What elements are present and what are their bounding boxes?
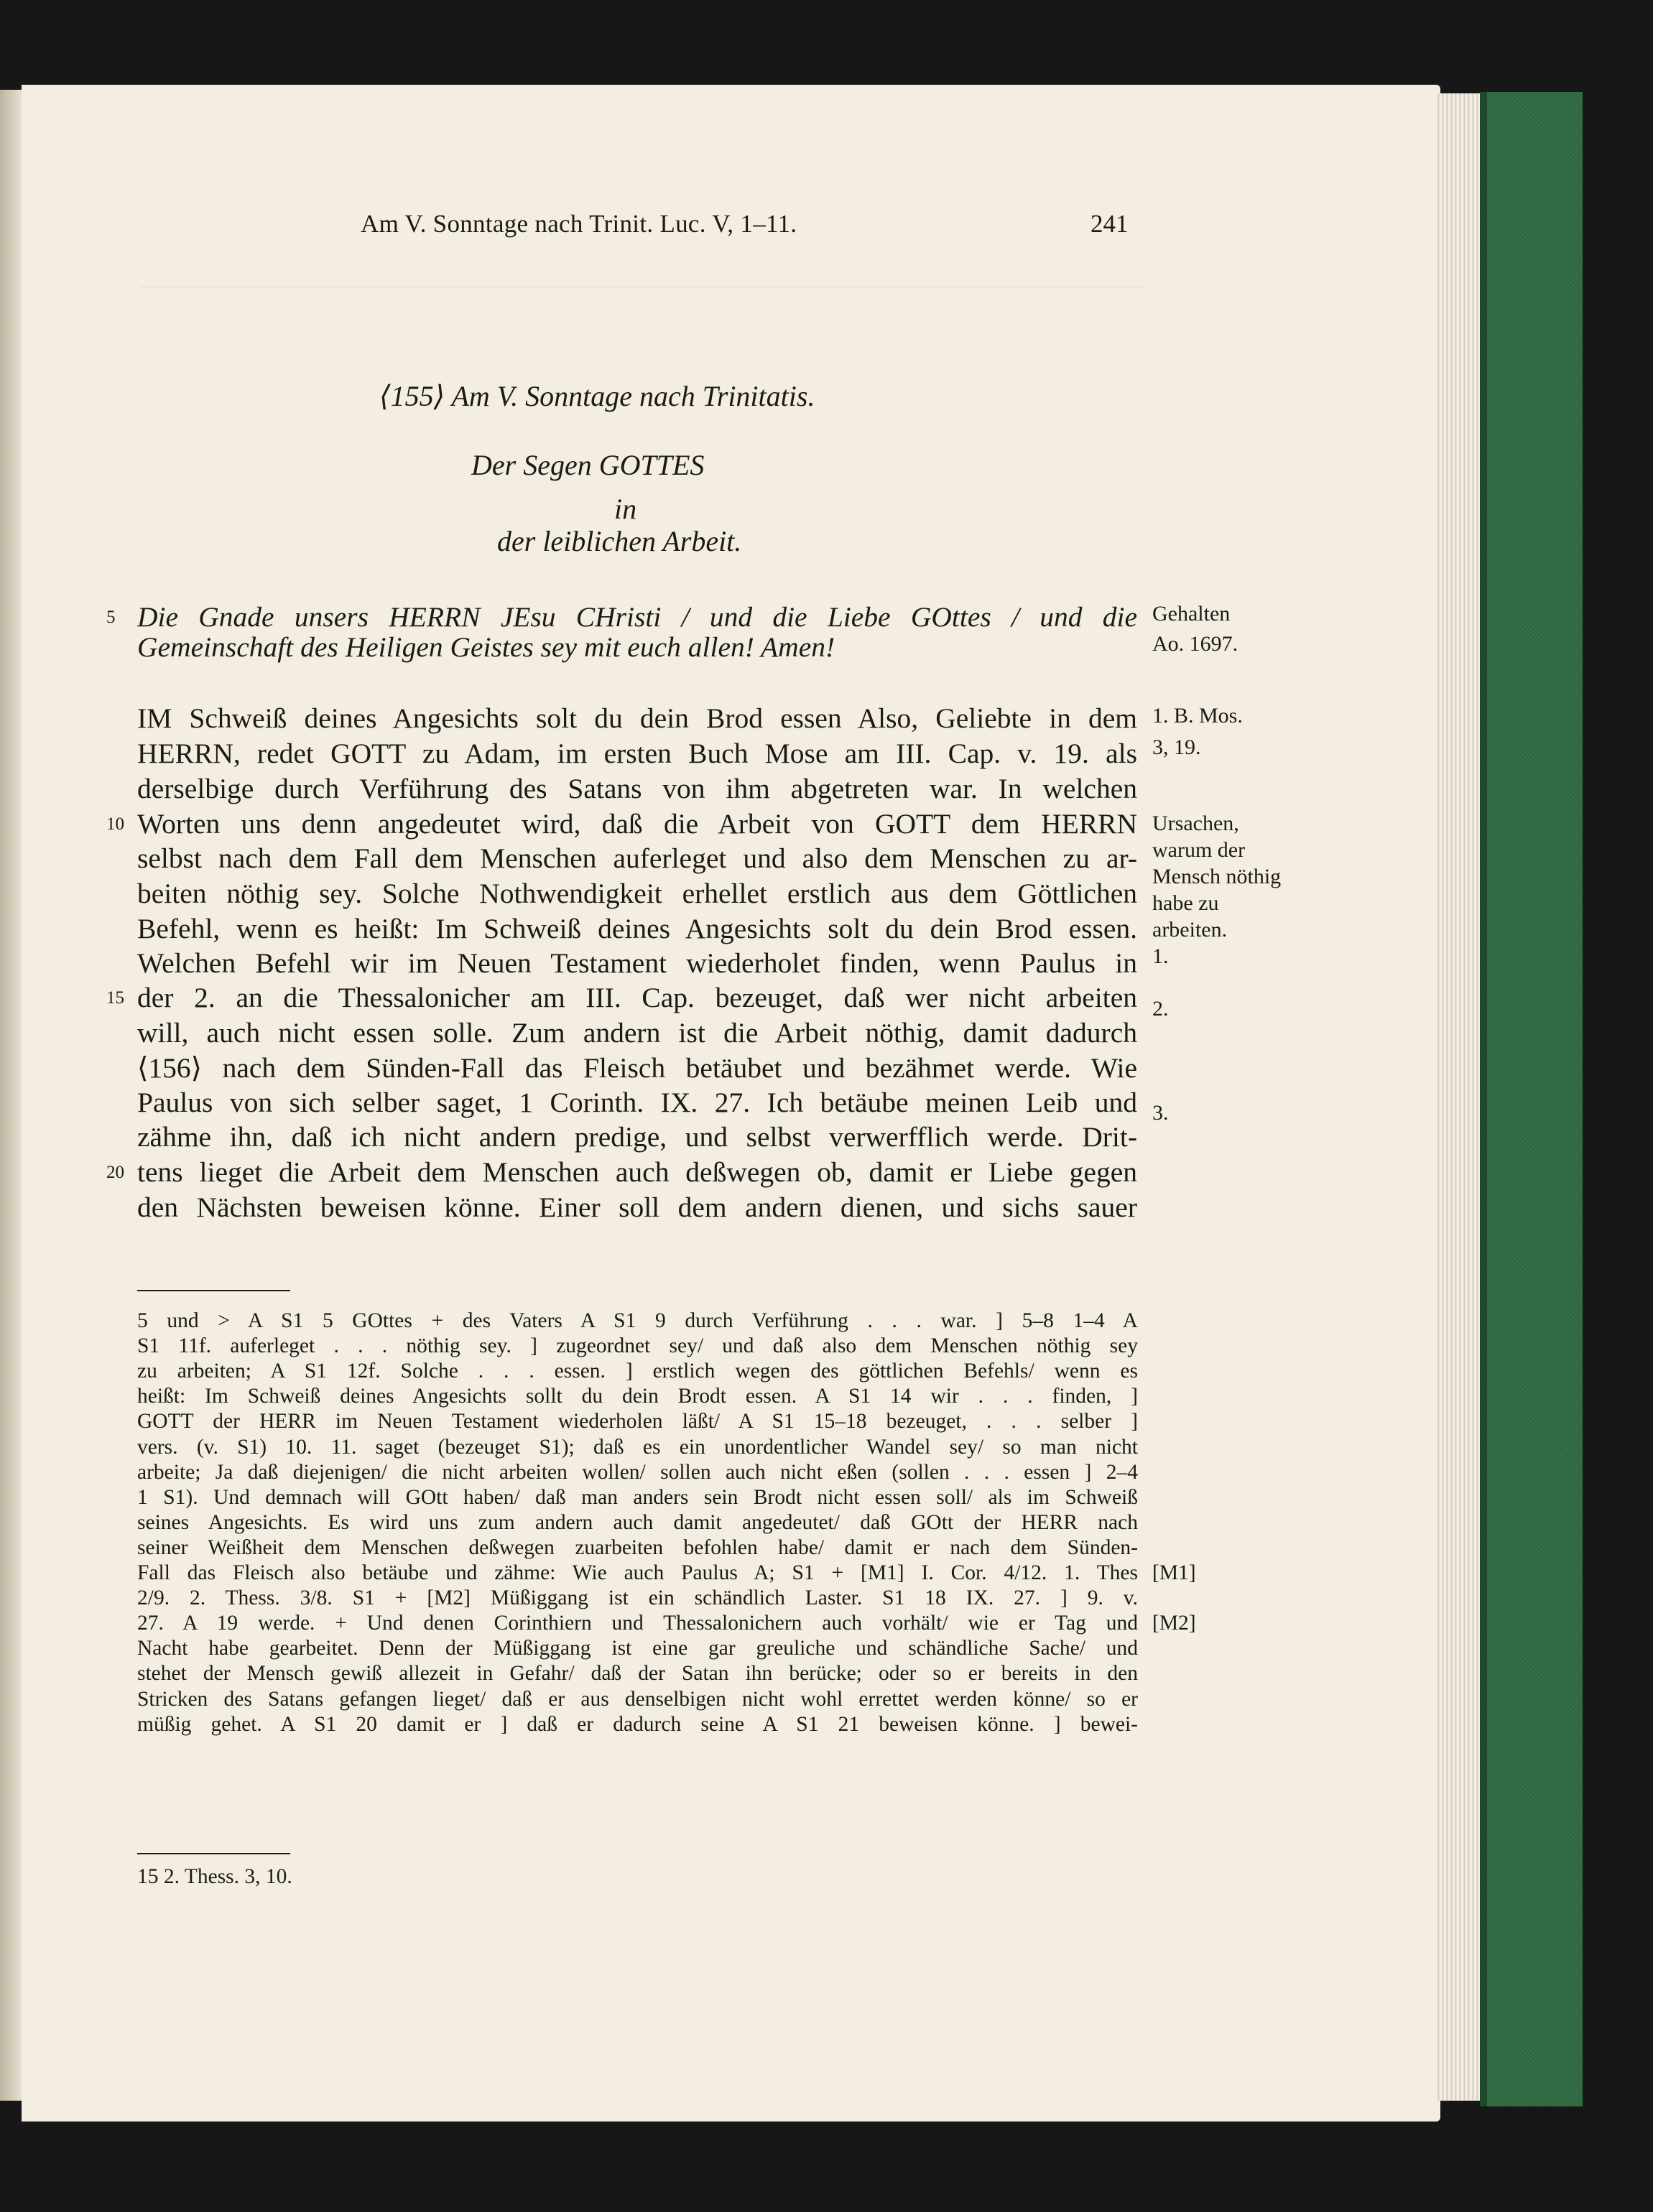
apparatus-line: GOTT der HERR im Neuen Testament wiederholen läßt/ A S1 15–18 bezeuget, . . . selber ]	[137, 1410, 1138, 1433]
apparatus-line: zu arbeiten; A S1 12f. Solche . . . essen. ] erstlich wegen des göttlichen Befehls/ wenn es	[137, 1360, 1138, 1383]
apparatus-line: 5 und > A S1 5 GOttes + des Vaters A S1 9 durch Verführung . . . war. ] 5–8 1–4 A	[137, 1309, 1138, 1332]
apparatus-line: S1 11f. auferleget . . . nöthig sey. ] zugeordnet sey/ und daß also dem Menschen nöthig sey	[137, 1334, 1138, 1358]
apparatus-line: 1 S1). Und demnach will GOtt haben/ daß man anders sein Brodt nicht essen soll/ als im Schweiß	[137, 1485, 1138, 1509]
apparatus-line: 27. A 19 werde. + Und denen Corinthiern und Thessalonichern auch vorhält/ wie er Tag und	[137, 1612, 1138, 1635]
text-line: Befehl, wenn es heißt: Im Schweiß deines Angesichts solt du dein Brod essen.	[137, 913, 1137, 944]
sermon-heading: ⟨155⟩ Am V. Sonntage nach Trinitatis.	[379, 380, 815, 412]
text-line: HERRN, redet GOTT zu Adam, im ersten Buch Mose am III. Cap. v. 19. als	[137, 738, 1137, 769]
text-line: selbst nach dem Fall dem Menschen auferleget und also dem Menschen zu ar-	[137, 842, 1137, 874]
apparatus-margin-note: [M2]	[1152, 1612, 1196, 1635]
text-line: will, auch nicht essen solle. Zum andern ist die Arbeit nöthig, damit dadurch	[137, 1017, 1137, 1049]
cover-inner-edge	[1480, 92, 1487, 2106]
apparatus-line: müßig gehet. A S1 20 damit er ] daß er dadurch seine A S1 21 beweisen könne. ] bewei-	[137, 1712, 1138, 1736]
margin-note: warum der	[1152, 838, 1246, 862]
margin-note: 2.	[1152, 996, 1169, 1021]
text-line: beiten nöthig sey. Solche Nothwendigkeit erhellet erstlich aus dem Göttlichen	[137, 878, 1137, 909]
running-header-title: Am V. Sonntage nach Trinit. Luc. V, 1–11.	[361, 210, 797, 238]
margin-note: habe zu	[1152, 891, 1219, 915]
margin-note: 1.	[1152, 944, 1169, 968]
apparatus-line: stehet der Mensch gewiß allezeit in Gefahr/ daß der Satan ihn berücke; oder so er bereits in den	[137, 1662, 1138, 1686]
margin-note: Ao. 1697.	[1152, 632, 1238, 656]
text-line: IM Schweiß deines Angesichts solt du dein Brod essen Also, Geliebte in dem	[137, 702, 1137, 734]
apparatus-line: arbeite; Ja daß diejenigen/ die nicht arbeiten wollen/ sollen auch nicht eßen (sollen . . . essen ] 2–4	[137, 1460, 1138, 1484]
page-number: 241	[1091, 210, 1129, 238]
text-line: Welchen Befehl wir im Neuen Testament wiederholet finden, wenn Paulus in	[137, 947, 1137, 979]
margin-note: arbeiten.	[1152, 918, 1228, 942]
apparatus-line: Fall das Fleisch also betäube und zähme: Wie auch Paulus A; S1 + [M1] I. Cor. 4/12. 1. Thes	[137, 1561, 1138, 1584]
line-number: 15	[106, 988, 124, 1008]
text-line: der 2. an die Thessalonicher am III. Cap. bezeuget, daß wer nicht arbeiten	[137, 982, 1137, 1013]
text-line: ⟨156⟩ nach dem Sünden-Fall das Fleisch betäubet und bezähmet werde. Wie	[137, 1052, 1137, 1084]
apparatus-line: Nacht habe gearbeitet. Denn der Müßiggang ist eine gar greuliche und schändliche Sache/ und	[137, 1637, 1138, 1660]
text-line: den Nächsten beweisen könne. Einer soll dem andern dienen, und sichs sauer	[137, 1191, 1137, 1223]
sermon-subtitle: der leiblichen Arbeit.	[497, 525, 742, 557]
book-cover	[1480, 92, 1583, 2106]
apparatus-line: seines Angesichts. Es wird uns zum andern auch damit angedeutet/ daß GOtt der HERR nach	[137, 1510, 1138, 1534]
margin-note: 3, 19.	[1152, 735, 1201, 759]
apparatus-line: seiner Weißheit dem Menschen deßwegen zuarbeiten befohlen habe/ damit er nach dem Sünden-	[137, 1535, 1138, 1559]
line-number: 20	[106, 1163, 124, 1182]
margin-note: 1. B. Mos.	[1152, 704, 1243, 728]
text-line: Paulus von sich selber saget, 1 Corinth. IX. 27. Ich betäube meinen Leib und	[137, 1087, 1137, 1118]
footnote: 15 2. Thess. 3, 10.	[137, 1865, 292, 1888]
show-through	[140, 286, 1146, 313]
line-number: 10	[106, 814, 124, 834]
apparatus-margin-note: [M1]	[1152, 1561, 1196, 1584]
apparatus-line: 2/9. 2. Thess. 3/8. S1 + [M2] Müßiggang ist ein schändlich Laster. S1 18 IX. 27. ] 9. v.	[137, 1586, 1138, 1610]
text-line: zähme ihn, daß ich nicht andern predige, und selbst verwerfflich werde. Drit-	[137, 1121, 1137, 1153]
margin-note: Ursachen,	[1152, 812, 1239, 835]
apparatus-line: heißt: Im Schweiß deines Angesichts sollt du dein Brodt essen. A S1 14 wir . . . finden, ]	[137, 1385, 1138, 1408]
margin-note: Mensch nöthig	[1152, 865, 1282, 888]
footnote-rule	[137, 1853, 290, 1854]
apparatus-rule	[137, 1290, 290, 1291]
sermon-title-connector: in	[614, 493, 637, 525]
text-line: derselbige durch Verführung des Satans von ihm abgetreten war. In welchen	[137, 773, 1137, 804]
sermon-title: Der Segen GOTTES	[471, 449, 705, 481]
text-line: Die Gnade unsers HERRN JEsu CHristi / und die Liebe GOttes / und die	[137, 601, 1137, 633]
page-block-edge	[1435, 93, 1480, 2101]
margin-note: 3.	[1152, 1101, 1169, 1125]
line-number: 5	[106, 608, 116, 627]
apparatus-line: vers. (v. S1) 10. 11. saget (bezeuget S1); daß es ein unordentlicher Wandel sey/ so man nicht	[137, 1435, 1138, 1459]
text-line: tens lieget die Arbeit dem Menschen auch deßwegen ob, damit er Liebe gegen	[137, 1156, 1137, 1188]
margin-note: Gehalten	[1152, 602, 1231, 626]
text-line: Gemeinschaft des Heiligen Geistes sey mit euch allen! Amen!	[137, 631, 835, 663]
apparatus-line: Stricken des Satans gefangen lieget/ daß er aus denselbigen nicht wohl errettet werden könne/ so er	[137, 1687, 1138, 1711]
text-line: Worten uns denn angedeutet wird, daß die Arbeit von GOTT dem HERRN	[137, 808, 1137, 840]
